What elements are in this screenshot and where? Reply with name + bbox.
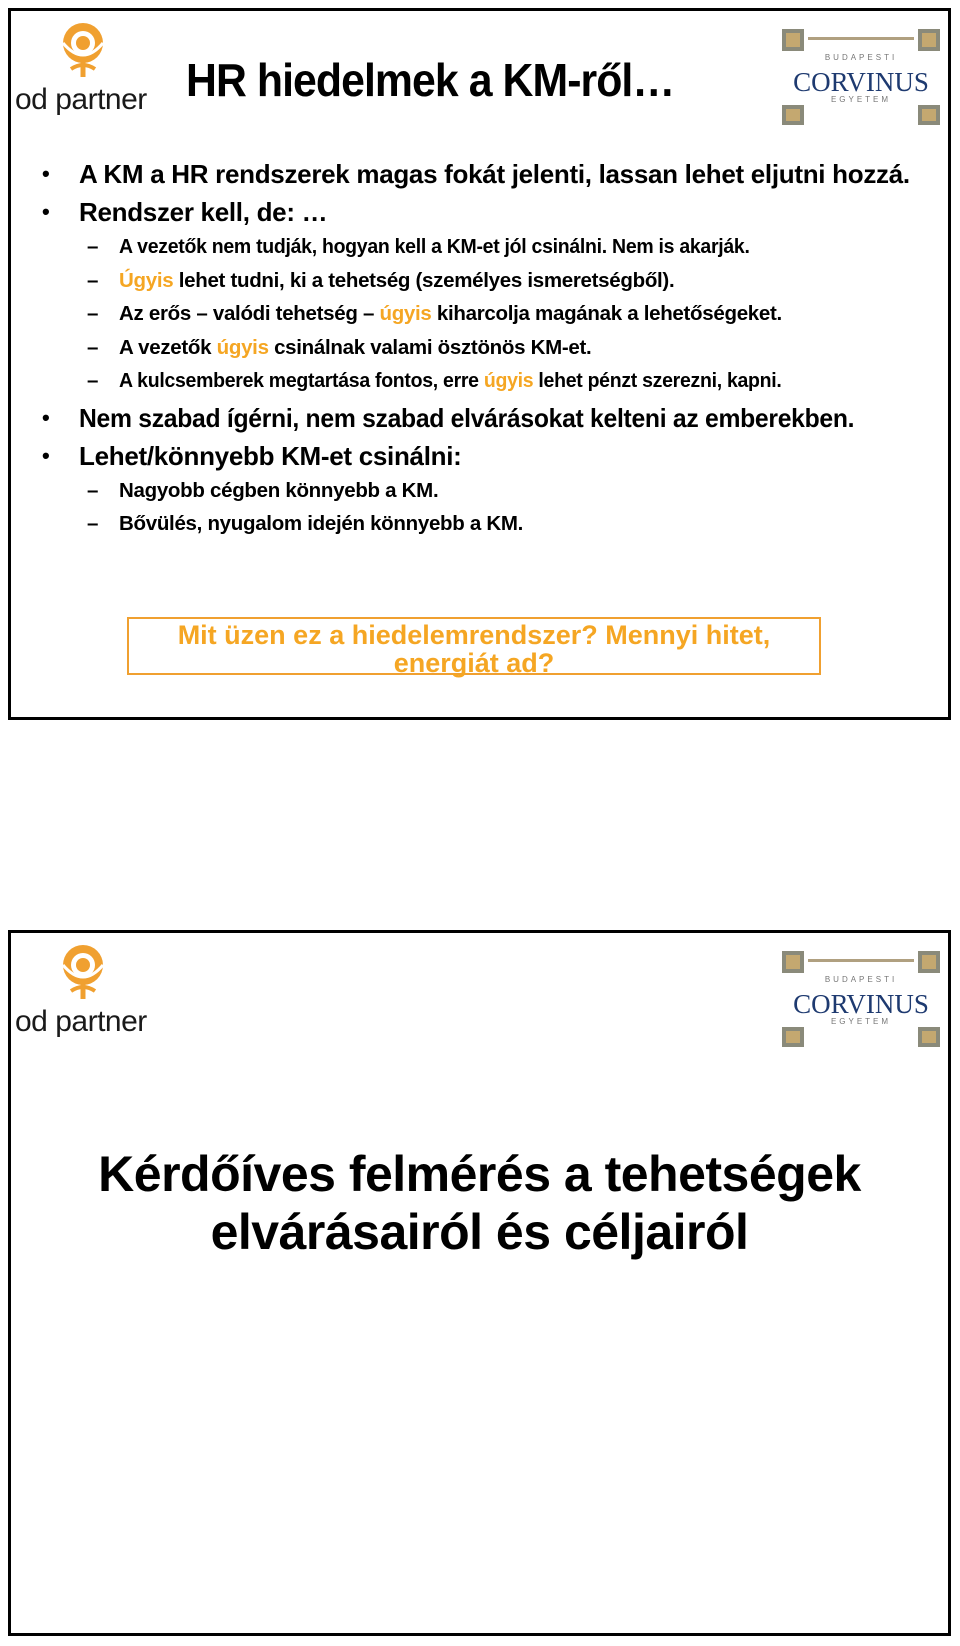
bullet-list [37,159,937,546]
corvinus-logo [782,25,940,125]
sub-bullet-item: – A vezetők úgyis csinálnak valami ösztönös KM-et. [37,336,937,360]
callout-box [127,617,821,678]
bullet-item: • Rendszer kell, de: … [37,197,937,227]
slide-1-title: HR hiedelmek a KM-ről… [186,54,675,106]
sub-bullet-item: – A kulcsemberek megtartása fontos, erre úgyis lehet pénzt szerezni, kapni. [37,369,937,393]
highlight-text: Úgyis [119,268,174,292]
corvinus-top-text: BUDAPESTI [824,975,898,984]
slide-2-title-line-2: elvárásairól és céljairól [210,1204,749,1260]
sub-bullet-item: – Úgyis lehet tudni, ki a tehetség (személyes ismeretségből). [37,269,937,293]
corvinus-logo [782,947,940,1047]
highlight-text: úgyis [379,302,432,325]
slide-1 [8,8,951,720]
slide-2-title-line-1: Kérdőíves felmérés a tehetségek [98,1146,861,1202]
callout-line-1: Mit üzen ez a hiedelemrendszer? Mennyi hitet, [177,620,771,650]
od-partner-logo [15,943,155,1038]
od-partner-logo [15,21,155,116]
od-partner-wordmark: od partner [15,1005,147,1038]
od-partner-wordmark: od partner [15,83,147,116]
corvinus-wordmark: CORVINUS [793,989,929,1019]
bullet-item: • Lehet/könnyebb KM-et csinálni: [37,441,937,471]
highlight-text: úgyis [216,335,269,359]
slide-2 [8,930,951,1636]
highlight-text: úgyis [483,369,534,392]
corvinus-bottom-text: EGYETEM [830,1017,892,1026]
sub-bullet-item: – Az erős – valódi tehetség – úgyis kiharcolja magának a lehetőségeket. [37,302,937,326]
corvinus-bottom-text: EGYETEM [830,95,892,104]
corvinus-top-ornament-icon [782,947,940,977]
corvinus-bottom-ornament-icon [782,1027,940,1049]
slide-2-title [11,1145,948,1261]
sub-bullet-item: – Bővülés, nyugalom idején könnyebb a KM. [37,512,937,536]
corvinus-bottom-ornament-icon [782,105,940,127]
callout-line-2: energiát ad? [393,648,555,678]
sub-bullet-item: – A vezetők nem tudják, hogyan kell a KM-et jól csinálni. Nem is akarják. [37,235,937,259]
bullet-item: • A KM a HR rendszerek magas fokát jelenti, lassan lehet eljutni hozzá. [37,159,937,189]
bullet-item: • Nem szabad ígérni, nem szabad elvárásokat kelteni az emberekben. [37,403,937,433]
sub-bullet-item: – Nagyobb cégben könnyebb a KM. [37,479,937,503]
corvinus-top-text: BUDAPESTI [824,53,898,62]
corvinus-wordmark: CORVINUS [793,67,929,97]
od-partner-flower-icon [57,943,109,1001]
od-partner-flower-icon [57,21,109,79]
corvinus-top-ornament-icon [782,25,940,55]
